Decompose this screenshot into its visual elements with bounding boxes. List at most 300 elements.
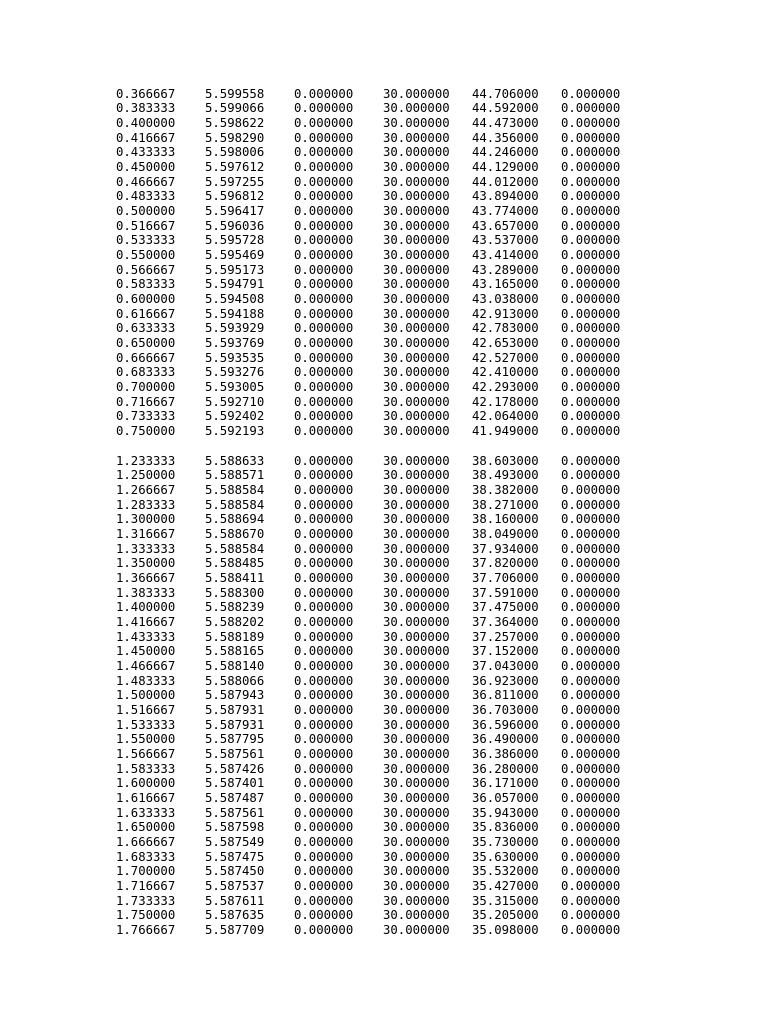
table-cell: 35.205000 [472, 908, 539, 923]
table-cell: 0.000000 [294, 335, 354, 350]
table-cell: 0.000000 [294, 482, 354, 497]
table-cell: 35.836000 [472, 820, 539, 835]
table-cell: 36.811000 [472, 688, 539, 703]
table-row [116, 424, 631, 439]
table-cell: 0.733333 [116, 409, 176, 424]
table-cell: 37.152000 [472, 644, 539, 659]
table-cell: 30.000000 [383, 614, 450, 629]
table-cell: 0.533333 [116, 233, 176, 248]
table-row [116, 527, 631, 542]
table-cell: 1.400000 [116, 600, 176, 615]
table-cell: 30.000000 [383, 658, 450, 673]
table-row [116, 189, 631, 204]
table-cell: 0.000000 [561, 732, 621, 747]
table-cell: 0.000000 [561, 878, 621, 893]
table-cell: 5.587549 [205, 834, 265, 849]
table-cell: 30.000000 [383, 394, 450, 409]
table-cell: 42.653000 [472, 335, 539, 350]
table-cell: 0.000000 [561, 115, 621, 130]
table-cell: 0.000000 [294, 145, 354, 160]
table-cell: 30.000000 [383, 805, 450, 820]
table-row [116, 292, 631, 307]
table-cell: 35.532000 [472, 864, 539, 879]
table-cell: 0.483333 [116, 189, 176, 204]
table-row [116, 87, 631, 102]
table-cell: 1.300000 [116, 512, 176, 527]
table-cell: 0.000000 [294, 717, 354, 732]
table-row [116, 879, 631, 894]
table-cell: 1.466667 [116, 658, 176, 673]
table-cell: 0.000000 [294, 130, 354, 145]
table-cell: 0.450000 [116, 159, 176, 174]
table-row [116, 718, 631, 733]
table-cell: 0.516667 [116, 218, 176, 233]
data-table-block [116, 454, 631, 938]
table-row [116, 175, 631, 190]
table-cell: 30.000000 [383, 145, 450, 160]
table-cell: 0.000000 [561, 291, 621, 306]
table-cell: 30.000000 [383, 732, 450, 747]
table-cell: 0.000000 [561, 644, 621, 659]
table-cell: 30.000000 [383, 335, 450, 350]
table-cell: 0.000000 [561, 614, 621, 629]
table-cell: 1.683333 [116, 849, 176, 864]
table-cell: 0.466667 [116, 174, 176, 189]
table-cell: 0.400000 [116, 115, 176, 130]
table-cell: 36.057000 [472, 790, 539, 805]
table-cell: 5.587635 [205, 908, 265, 923]
table-cell: 5.587931 [205, 702, 265, 717]
table-cell: 5.598006 [205, 145, 265, 160]
table-cell: 43.038000 [472, 291, 539, 306]
table-cell: 5.588670 [205, 526, 265, 541]
table-cell: 5.587931 [205, 717, 265, 732]
table-row [116, 542, 631, 557]
table-cell: 35.098000 [472, 923, 539, 937]
table-cell: 0.000000 [294, 350, 354, 365]
table-cell: 0.000000 [294, 878, 354, 893]
table-cell: 0.000000 [561, 350, 621, 365]
table-cell: 35.730000 [472, 834, 539, 849]
table-cell: 1.316667 [116, 526, 176, 541]
table-cell: 0.000000 [561, 262, 621, 277]
table-cell: 0.616667 [116, 306, 176, 321]
table-cell: 0.000000 [561, 673, 621, 688]
table-cell: 44.246000 [472, 145, 539, 160]
table-row [116, 864, 631, 879]
table-cell: 1.516667 [116, 702, 176, 717]
table-cell: 44.012000 [472, 174, 539, 189]
table-cell: 0.000000 [294, 203, 354, 218]
table-row [116, 351, 631, 366]
table-cell: 0.000000 [294, 658, 354, 673]
table-cell: 30.000000 [383, 115, 450, 130]
table-cell: 30.000000 [383, 600, 450, 615]
table-cell: 0.000000 [561, 203, 621, 218]
table-cell: 5.588140 [205, 658, 265, 673]
table-cell: 1.233333 [116, 453, 176, 468]
table-cell: 0.000000 [294, 761, 354, 776]
table-cell: 0.000000 [294, 644, 354, 659]
table-cell: 5.588300 [205, 585, 265, 600]
table-cell: 30.000000 [383, 409, 450, 424]
table-cell: 0.000000 [561, 101, 621, 116]
table-cell: 36.596000 [472, 717, 539, 732]
table-cell: 0.416667 [116, 130, 176, 145]
table-cell: 0.000000 [561, 423, 621, 438]
table-cell: 1.550000 [116, 732, 176, 747]
table-row [116, 512, 631, 527]
table-cell: 1.416667 [116, 614, 176, 629]
table-row [116, 908, 631, 923]
table-cell: 43.289000 [472, 262, 539, 277]
table-cell: 5.588485 [205, 556, 265, 571]
table-cell: 5.587943 [205, 688, 265, 703]
table-cell: 0.683333 [116, 365, 176, 380]
table-cell: 38.049000 [472, 526, 539, 541]
table-cell: 0.000000 [561, 864, 621, 879]
table-cell: 37.591000 [472, 585, 539, 600]
table-cell: 0.000000 [561, 908, 621, 923]
table-cell: 0.000000 [561, 277, 621, 292]
table-cell: 0.000000 [561, 805, 621, 820]
table-cell: 5.599066 [205, 101, 265, 116]
table-cell: 1.716667 [116, 878, 176, 893]
table-cell: 30.000000 [383, 688, 450, 703]
table-cell: 0.000000 [561, 526, 621, 541]
table-cell: 0.000000 [294, 732, 354, 747]
table-cell: 0.000000 [294, 423, 354, 438]
table-cell: 5.588189 [205, 629, 265, 644]
table-row [116, 409, 631, 424]
table-cell: 5.592402 [205, 409, 265, 424]
table-cell: 44.473000 [472, 115, 539, 130]
table-cell: 5.593929 [205, 321, 265, 336]
table-row [116, 248, 631, 263]
table-cell: 0.000000 [561, 849, 621, 864]
table-cell: 5.588694 [205, 512, 265, 527]
table-cell: 37.364000 [472, 614, 539, 629]
table-cell: 30.000000 [383, 834, 450, 849]
table-cell: 5.588584 [205, 541, 265, 556]
table-cell: 5.598290 [205, 130, 265, 145]
table-cell: 1.266667 [116, 482, 176, 497]
table-cell: 5.587561 [205, 805, 265, 820]
table-cell: 5.587401 [205, 776, 265, 791]
table-cell: 5.592193 [205, 423, 265, 438]
table-cell: 1.500000 [116, 688, 176, 703]
table-cell: 5.588066 [205, 673, 265, 688]
table-cell: 5.598622 [205, 115, 265, 130]
table-cell: 1.566667 [116, 746, 176, 761]
table-cell: 0.000000 [561, 145, 621, 160]
table-row [116, 263, 631, 278]
table-cell: 36.923000 [472, 673, 539, 688]
table-cell: 1.633333 [116, 805, 176, 820]
table-row [116, 365, 631, 380]
table-cell: 37.706000 [472, 570, 539, 585]
data-table-block [116, 87, 631, 439]
table-cell: 5.595469 [205, 247, 265, 262]
table-cell: 35.943000 [472, 805, 539, 820]
table-row [116, 131, 631, 146]
table-cell: 30.000000 [383, 644, 450, 659]
table-cell: 30.000000 [383, 203, 450, 218]
table-cell: 0.000000 [294, 746, 354, 761]
table-cell: 5.588239 [205, 600, 265, 615]
table-cell: 0.000000 [294, 908, 354, 923]
table-cell: 0.633333 [116, 321, 176, 336]
table-cell: 5.587426 [205, 761, 265, 776]
table-cell: 30.000000 [383, 174, 450, 189]
table-cell: 30.000000 [383, 893, 450, 908]
table-row [116, 454, 631, 469]
table-cell: 5.597255 [205, 174, 265, 189]
table-cell: 0.000000 [294, 468, 354, 483]
table-row [116, 791, 631, 806]
table-cell: 30.000000 [383, 878, 450, 893]
table-cell: 5.594188 [205, 306, 265, 321]
table-cell: 5.592710 [205, 394, 265, 409]
table-cell: 30.000000 [383, 262, 450, 277]
table-cell: 0.000000 [561, 820, 621, 835]
table-cell: 1.450000 [116, 644, 176, 659]
table-cell: 0.000000 [561, 790, 621, 805]
table-cell: 36.280000 [472, 761, 539, 776]
table-cell: 1.666667 [116, 834, 176, 849]
table-cell: 30.000000 [383, 423, 450, 438]
table-cell: 1.650000 [116, 820, 176, 835]
table-cell: 5.587598 [205, 820, 265, 835]
table-cell: 5.595728 [205, 233, 265, 248]
table-cell: 43.774000 [472, 203, 539, 218]
table-cell: 0.000000 [294, 614, 354, 629]
table-cell: 43.657000 [472, 218, 539, 233]
table-cell: 0.000000 [561, 893, 621, 908]
table-cell: 0.000000 [294, 688, 354, 703]
table-row [116, 674, 631, 689]
table-cell: 30.000000 [383, 820, 450, 835]
table-cell: 0.000000 [294, 174, 354, 189]
table-cell: 0.000000 [294, 101, 354, 116]
table-cell: 5.596417 [205, 203, 265, 218]
table-cell: 0.000000 [561, 746, 621, 761]
table-cell: 42.913000 [472, 306, 539, 321]
table-cell: 0.366667 [116, 86, 176, 101]
table-cell: 30.000000 [383, 101, 450, 116]
table-cell: 30.000000 [383, 849, 450, 864]
table-cell: 5.588584 [205, 482, 265, 497]
table-row [116, 762, 631, 777]
table-cell: 30.000000 [383, 159, 450, 174]
table-row [116, 806, 631, 821]
table-cell: 30.000000 [383, 629, 450, 644]
table-cell: 0.000000 [294, 321, 354, 336]
table-cell: 1.483333 [116, 673, 176, 688]
table-cell: 5.593276 [205, 365, 265, 380]
table-cell: 43.537000 [472, 233, 539, 248]
table-cell: 0.666667 [116, 350, 176, 365]
table-cell: 5.587475 [205, 849, 265, 864]
table-cell: 30.000000 [383, 908, 450, 923]
table-cell: 30.000000 [383, 526, 450, 541]
table-cell: 1.350000 [116, 556, 176, 571]
table-cell: 1.766667 [116, 923, 176, 937]
table-cell: 0.000000 [294, 849, 354, 864]
table-cell: 30.000000 [383, 130, 450, 145]
table-cell: 0.000000 [294, 834, 354, 849]
table-row [116, 336, 631, 351]
table-cell: 0.000000 [294, 306, 354, 321]
table-cell: 42.783000 [472, 321, 539, 336]
table-cell: 43.894000 [472, 189, 539, 204]
table-cell: 1.600000 [116, 776, 176, 791]
table-cell: 1.283333 [116, 497, 176, 512]
table-row [116, 116, 631, 131]
table-cell: 30.000000 [383, 702, 450, 717]
table-cell: 1.366667 [116, 570, 176, 585]
table-cell: 0.000000 [294, 585, 354, 600]
table-cell: 0.000000 [294, 453, 354, 468]
table-cell: 5.588165 [205, 644, 265, 659]
table-cell: 5.587611 [205, 893, 265, 908]
table-cell: 0.000000 [561, 629, 621, 644]
table-cell: 30.000000 [383, 218, 450, 233]
table-cell: 5.594508 [205, 291, 265, 306]
table-cell: 0.000000 [561, 600, 621, 615]
table-cell: 5.597612 [205, 159, 265, 174]
table-cell: 30.000000 [383, 233, 450, 248]
table-cell: 0.000000 [561, 776, 621, 791]
table-row [116, 586, 631, 601]
table-cell: 42.410000 [472, 365, 539, 380]
table-cell: 0.000000 [561, 247, 621, 262]
table-cell: 1.583333 [116, 761, 176, 776]
table-cell: 0.000000 [294, 86, 354, 101]
table-cell: 0.000000 [561, 394, 621, 409]
table-cell: 5.595173 [205, 262, 265, 277]
table-cell: 0.000000 [561, 482, 621, 497]
table-cell: 44.129000 [472, 159, 539, 174]
table-cell: 0.000000 [561, 834, 621, 849]
table-cell: 5.593005 [205, 379, 265, 394]
table-cell: 30.000000 [383, 556, 450, 571]
table-cell: 0.000000 [561, 923, 621, 937]
table-cell: 0.000000 [294, 247, 354, 262]
table-cell: 0.000000 [294, 702, 354, 717]
table-row [116, 894, 631, 909]
table-cell: 5.588633 [205, 453, 265, 468]
table-row [116, 483, 631, 498]
table-cell: 0.716667 [116, 394, 176, 409]
table-cell: 30.000000 [383, 321, 450, 336]
table-cell: 0.000000 [561, 585, 621, 600]
table-cell: 5.587537 [205, 878, 265, 893]
table-cell: 0.000000 [294, 277, 354, 292]
table-cell: 0.000000 [561, 702, 621, 717]
table-cell: 0.000000 [294, 497, 354, 512]
table-cell: 0.000000 [294, 526, 354, 541]
table-cell: 5.596812 [205, 189, 265, 204]
table-cell: 30.000000 [383, 365, 450, 380]
table-cell: 0.000000 [294, 115, 354, 130]
table-row [116, 630, 631, 645]
table-cell: 38.493000 [472, 468, 539, 483]
table-row [116, 395, 631, 410]
table-cell: 37.475000 [472, 600, 539, 615]
table-row [116, 321, 631, 336]
table-cell: 0.000000 [561, 365, 621, 380]
table-row [116, 380, 631, 395]
table-cell: 0.000000 [561, 174, 621, 189]
table-cell: 1.433333 [116, 629, 176, 644]
table-cell: 35.630000 [472, 849, 539, 864]
table-cell: 30.000000 [383, 86, 450, 101]
table-cell: 30.000000 [383, 350, 450, 365]
table-cell: 0.566667 [116, 262, 176, 277]
table-row [116, 820, 631, 835]
table-cell: 0.000000 [561, 379, 621, 394]
table-row [116, 498, 631, 513]
table-cell: 42.178000 [472, 394, 539, 409]
table-cell: 0.000000 [294, 189, 354, 204]
table-cell: 0.000000 [561, 335, 621, 350]
table-cell: 5.587561 [205, 746, 265, 761]
table-cell: 0.383333 [116, 101, 176, 116]
table-row [116, 703, 631, 718]
table-cell: 42.064000 [472, 409, 539, 424]
table-cell: 38.160000 [472, 512, 539, 527]
table-cell: 0.000000 [561, 717, 621, 732]
table-cell: 0.000000 [561, 658, 621, 673]
table-cell: 30.000000 [383, 923, 450, 937]
table-cell: 5.588571 [205, 468, 265, 483]
table-cell: 37.934000 [472, 541, 539, 556]
table-row [116, 776, 631, 791]
table-cell: 30.000000 [383, 468, 450, 483]
table-cell: 1.733333 [116, 893, 176, 908]
table-cell: 5.587487 [205, 790, 265, 805]
table-cell: 30.000000 [383, 541, 450, 556]
table-cell: 0.000000 [294, 379, 354, 394]
table-cell: 30.000000 [383, 585, 450, 600]
table-cell: 35.315000 [472, 893, 539, 908]
table-cell: 0.000000 [561, 468, 621, 483]
table-cell: 0.000000 [561, 189, 621, 204]
table-cell: 43.414000 [472, 247, 539, 262]
table-cell: 0.000000 [294, 159, 354, 174]
table-row [116, 615, 631, 630]
table-row [116, 923, 631, 938]
table-cell: 44.356000 [472, 130, 539, 145]
table-cell: 38.603000 [472, 453, 539, 468]
table-row [116, 468, 631, 483]
table-cell: 5.587709 [205, 923, 265, 937]
table-cell: 1.383333 [116, 585, 176, 600]
table-row [116, 571, 631, 586]
table-row [116, 307, 631, 322]
table-cell: 0.000000 [561, 570, 621, 585]
table-cell: 38.382000 [472, 482, 539, 497]
table-cell: 0.000000 [294, 512, 354, 527]
table-cell: 0.000000 [294, 923, 354, 937]
table-cell: 0.433333 [116, 145, 176, 160]
table-cell: 0.000000 [561, 218, 621, 233]
table-cell: 0.000000 [561, 306, 621, 321]
table-cell: 0.583333 [116, 277, 176, 292]
table-cell: 0.000000 [294, 629, 354, 644]
table-row [116, 600, 631, 615]
